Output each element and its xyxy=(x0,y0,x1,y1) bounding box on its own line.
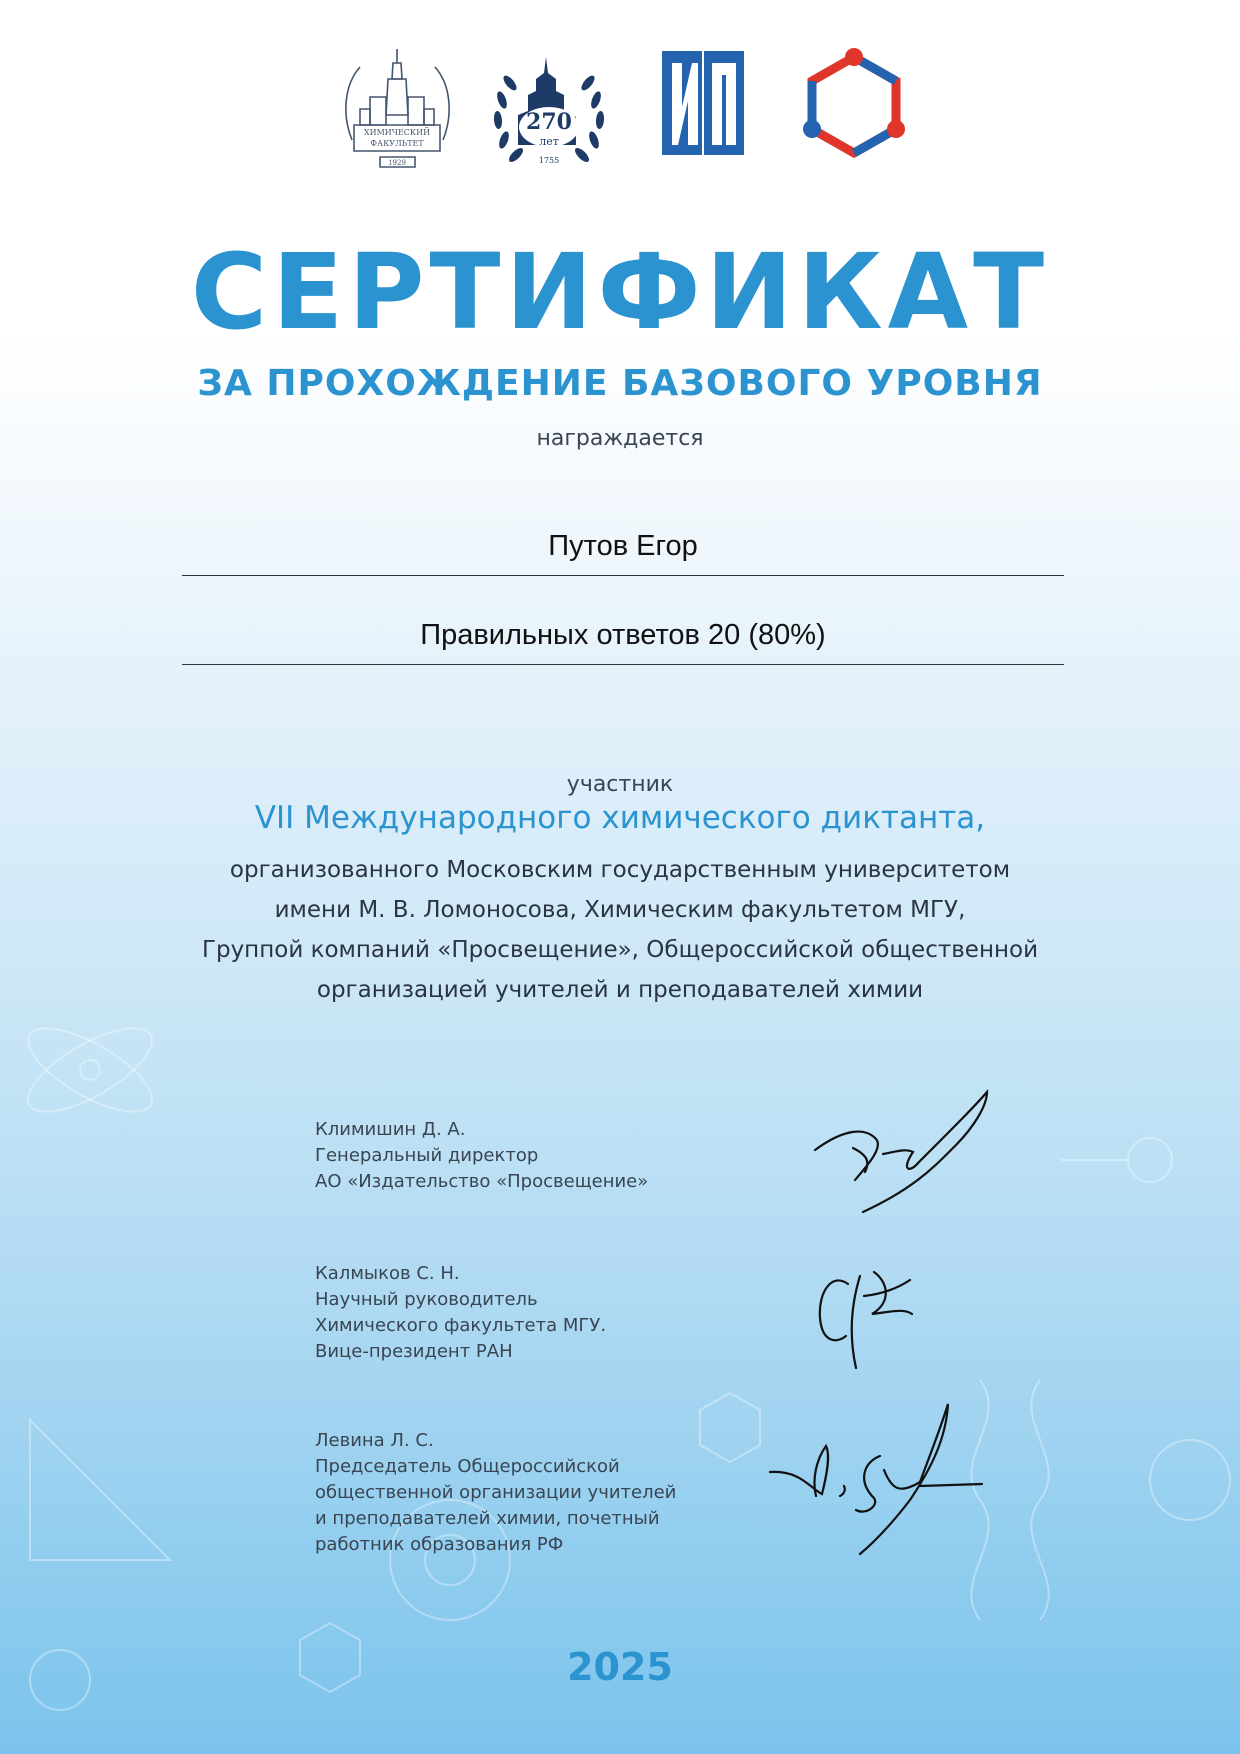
event-name: VII Международного химического диктанта, xyxy=(254,800,986,836)
signer-block-1 xyxy=(315,1117,648,1195)
organizer-line: Группой компаний «Просвещение», Общероссийской общественной xyxy=(201,937,1039,963)
certificate-year: 2025 xyxy=(567,1645,673,1689)
signer-block-2 xyxy=(315,1261,606,1365)
partner-logos xyxy=(340,45,910,175)
score-text: Правильных ответов 20 (80%) xyxy=(182,619,1064,665)
svg-text:1929: 1929 xyxy=(388,159,406,167)
signer-name: Левина Л. С. xyxy=(315,1430,434,1451)
organizer-line: организованного Московским государственным университетом xyxy=(229,857,1011,883)
signer-role: и преподавателей химии, почетный xyxy=(315,1508,660,1529)
svg-text:1755: 1755 xyxy=(538,156,560,165)
svg-text:270: 270 xyxy=(526,109,572,135)
organizer-line: имени М. В. Ломоносова, Химическим факультетом МГУ, xyxy=(274,897,966,923)
organizer-text xyxy=(0,850,1240,1010)
signature-2-icon xyxy=(812,1262,932,1377)
chemistry-faculty-emblem-icon xyxy=(340,45,455,171)
recipient-name: Путов Егор xyxy=(182,530,1064,576)
signer-block-3 xyxy=(315,1428,676,1558)
svg-text:лет: лет xyxy=(539,135,559,148)
signer-role: Генеральный директор xyxy=(315,1145,539,1166)
signature-3-icon xyxy=(760,1400,990,1560)
svg-text:ФАКУЛЬТЕТ: ФАКУЛЬТЕТ xyxy=(370,139,424,148)
signer-role: Научный руководитель xyxy=(315,1289,538,1310)
signer-role: общественной организации учителей xyxy=(315,1482,677,1503)
organizer-line: организацией учителей и преподавателей химии xyxy=(316,977,924,1003)
signer-role: АО «Издательство «Просвещение» xyxy=(315,1171,649,1192)
signer-role: работник образования РФ xyxy=(315,1534,564,1555)
prosveshchenie-logo-icon xyxy=(660,45,746,157)
certificate-title: СЕРТИФИКАТ xyxy=(190,231,1050,353)
signer-role: Химического факультета МГУ. xyxy=(315,1315,607,1336)
signer-role: Председатель Общероссийской xyxy=(315,1456,620,1477)
msu-270-years-emblem-icon xyxy=(488,45,610,171)
participant-text: участник xyxy=(566,772,674,797)
signer-name: Калмыков С. Н. xyxy=(315,1263,460,1284)
teachers-organization-logo-icon xyxy=(798,45,910,163)
certificate-subtitle: ЗА ПРОХОЖДЕНИЕ БАЗОВОГО УРОВНЯ xyxy=(197,363,1043,404)
signer-name: Климишин Д. А. xyxy=(315,1119,466,1140)
awarded-text: награждается xyxy=(536,426,704,451)
signature-1-icon xyxy=(805,1088,1005,1218)
signer-role: Вице-президент РАН xyxy=(315,1341,513,1362)
svg-text:ХИМИЧЕСКИЙ: ХИМИЧЕСКИЙ xyxy=(363,128,431,137)
